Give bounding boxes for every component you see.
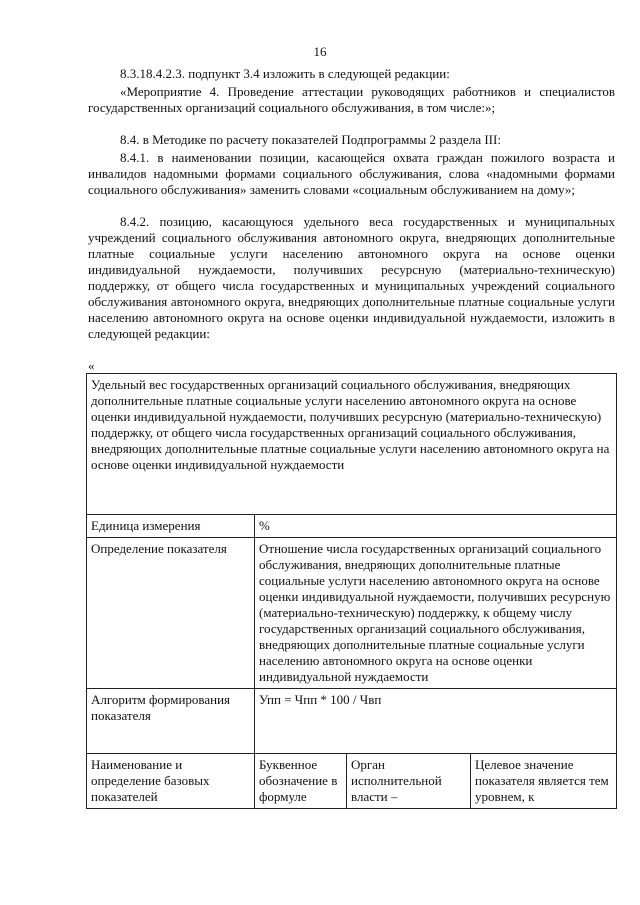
definition-label: Определение показателя [87, 538, 255, 689]
base-indicators-label: Наименование и определение базовых показателей [87, 754, 255, 809]
paragraph-subpoint: 8.3.18.4.2.3. подпункт 3.4 изложить в следующей редакции: [120, 66, 450, 81]
table-row [87, 538, 617, 689]
target-value-header: Целевое значение показателя является тем уровнем, к [471, 754, 617, 809]
page-number: 16 [313, 44, 327, 59]
definition-value: Отношение числа государственных организаций социального обслуживания, внедряющих дополнительные платные социальные услуги населению автономного округа на основе оценки индивидуальной нуждаемости, получивших ресурсную (материально-техническую) поддержку, к общему числу государственных организаций социального обслуживания, внедряющих дополнительные платные социальные услуги населению автономного округа на основе оценки индивидуальной нуждаемости [255, 538, 617, 689]
unit-label: Единица измерения [87, 515, 255, 538]
letter-designation-header: Буквенное обозначение в формуле [255, 754, 347, 809]
table-row [87, 689, 617, 754]
algorithm-label: Алгоритм формирования показателя [87, 689, 255, 754]
indicator-table [86, 373, 617, 809]
unit-value: % [255, 515, 617, 538]
paragraph-methodology: 8.4. в Методике по расчету показателей Подпрограммы 2 раздела III: [120, 132, 501, 147]
paragraph-event-4: «Мероприятие 4. Проведение аттестации руководящих работников и специалистов государственных организаций социального обслуживания, в том числе:»; [88, 84, 615, 115]
table-row [87, 754, 617, 809]
paragraph-8-4-1: 8.4.1. в наименовании позиции, касающейся охвата граждан пожилого возраста и инвалидов надомными формами социального обслуживания, слова «надомными формами социального обслуживания» заменить словами «социальным обслуживанием на дому»; [88, 150, 615, 197]
executive-authority-header: Орган исполнительной власти – [347, 754, 471, 809]
table-row [87, 515, 617, 538]
paragraph-8-4-2: 8.4.2. позицию, касающуюся удельного веса государственных и муниципальных учреждений социального обслуживания автономного округа, внедряющих дополнительные платные социальные услуги населению автономного округа на основе оценки индивидуальной нуждаемости, получивших ресурсную (материально-техническую) поддержку, от общего числа государственных и муниципальных учреждений социального обслуживания автономного округа, внедряющих дополнительные платные социальные услуги населению автономного округа на основе оценки индивидуальной нуждаемости, изложить в следующей редакции: [88, 214, 615, 341]
opening-quote: « [88, 358, 95, 373]
table-row [87, 374, 617, 515]
algorithm-formula: Упп = Чпп * 100 / Чвп [255, 689, 617, 754]
indicator-title: Удельный вес государственных организаций социального обслуживания, внедряющих дополнительные платные социальные услуги населению автономного округа на основе оценки индивидуальной нуждаемости, получивших ресурсную (материально-техническую) поддержку, от общего числа государственных организаций социального обслуживания, внедряющих дополнительные платные социальные услуги населению автономного округа на основе оценки индивидуальной нуждаемости [87, 374, 617, 515]
